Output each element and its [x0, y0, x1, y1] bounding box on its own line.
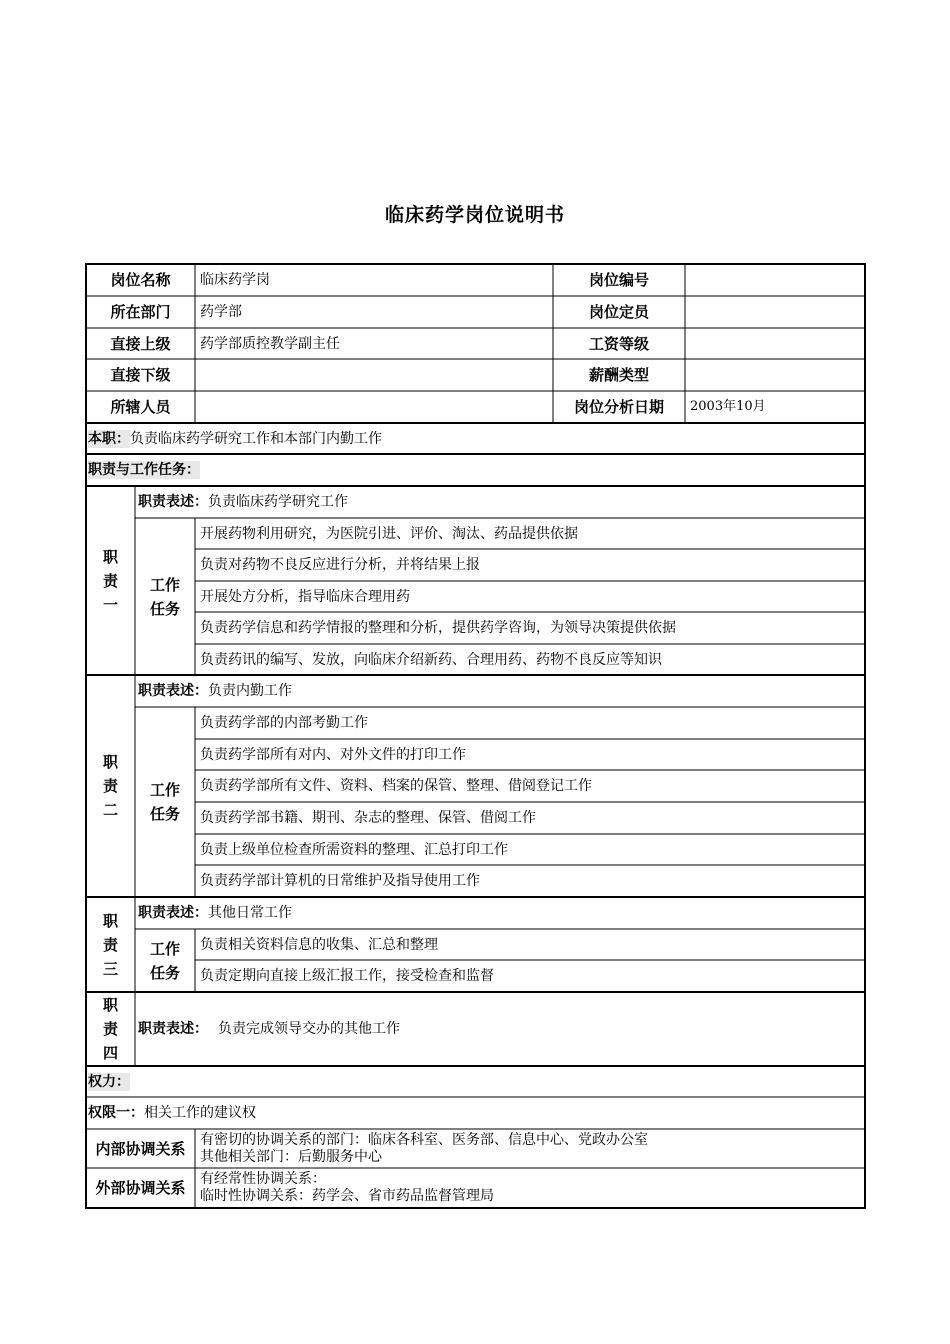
quota-value [685, 296, 865, 328]
superior-value: 药学部质控教学副主任 [200, 335, 340, 352]
external-coordination-label: 外部协调关系 [95, 1179, 186, 1197]
duty-3-label: 职责三 [102, 911, 118, 978]
duty-1-task-2: 负责对药物不良反应进行分析，并将结果上报 [200, 557, 480, 573]
page-title: 临床药学岗位说明书 [384, 204, 565, 226]
duty-1-task-4: 负责药学信息和药学情报的整理和分析，提供药学咨询，为领导决策提供依据 [200, 620, 676, 636]
duty-2-task-1: 负责药学部的内部考勤工作 [200, 715, 368, 731]
duty-3-statement: 职责表述： 其他日常工作 [138, 905, 292, 921]
duty-3-task-label: 工作任务 [149, 939, 180, 982]
authority-limit-row: 权限一： 相关工作的建议权 [88, 1105, 256, 1121]
duty-4-statement: 职责表述： 负责完成领导交办的其他工作 [138, 1021, 400, 1037]
dept-value: 药学部 [200, 304, 242, 320]
duty-summary-text: 负责临床药学研究工作和本部门内勤工作 [130, 430, 382, 447]
external-coordination-line-1: 有经常性协调关系： [200, 1171, 326, 1187]
staff-label: 所辖人员 [110, 398, 171, 416]
duty-2-task-2: 负责药学部所有对内、对外文件的打印工作 [200, 746, 466, 763]
duty-summary-row [86, 423, 865, 454]
external-coordination-value [195, 1168, 865, 1208]
duty-1-label: 职责一 [102, 547, 118, 614]
dept-label: 所在部门 [110, 303, 171, 321]
duty-3-task-1: 负责相关资料信息的收集、汇总和整理 [200, 936, 438, 953]
job-name-label: 岗位名称 [110, 271, 171, 289]
grade-label: 工资等级 [588, 334, 649, 353]
subordinate-value [195, 359, 553, 391]
job-name-value: 临床药学岗 [200, 272, 270, 288]
internal-coordination-line-1: 有密切的协调关系的部门：临床各科室、医务部、信息中心、党政办公室 [200, 1131, 648, 1148]
internal-coordination-value [195, 1129, 865, 1168]
duty-1-task-3: 开展处方分析，指导临床合理用药 [200, 588, 410, 605]
duty-2-task-4: 负责药学部书籍、期刊、杂志的整理、保管、借阅工作 [200, 810, 536, 826]
duty-2-statement: 职责表述： 负责内勤工作 [138, 683, 292, 699]
duty-1-task-1: 开展药物利用研究，为医院引进、评价、淘汰、药品提供依据 [200, 525, 578, 542]
duty-3-task-2: 负责定期向直接上级汇报工作，接受检查和监督 [200, 968, 494, 984]
salary-type-value [685, 359, 865, 391]
duties-heading: 职责与工作任务： [88, 462, 200, 478]
duty-2-task-6: 负责药学部计算机的日常维护及指导使用工作 [200, 873, 480, 889]
subordinate-label: 直接下级 [110, 366, 171, 384]
duty-2-task-5: 负责上级单位检查所需资料的整理、汇总打印工作 [200, 841, 508, 858]
duty-2-task-label: 工作任务 [149, 781, 180, 823]
duty-2-label: 职责二 [102, 753, 118, 819]
duty-1-task-label: 工作任务 [149, 575, 180, 618]
internal-coordination-label: 内部协调关系 [95, 1139, 186, 1158]
analysis-date-label: 岗位分析日期 [573, 398, 664, 416]
quota-label: 岗位定员 [588, 303, 649, 321]
duty-4-label: 职责四 [102, 996, 118, 1062]
job-no-label: 岗位编号 [588, 271, 649, 289]
analysis-date-value: 2003年10月 [690, 399, 766, 414]
duty-1-statement: 职责表述： 负责临床药学研究工作 [138, 494, 348, 510]
grade-value [685, 328, 865, 359]
salary-type-label: 薪酬类型 [588, 366, 649, 384]
external-coordination-line-2: 临时性协调关系：药学会、省市药品监督管理局 [200, 1188, 494, 1204]
staff-value [195, 391, 553, 423]
internal-coordination-line-2: 其他相关部门：后勤服务中心 [200, 1148, 382, 1165]
duty-summary-label: 本职： [88, 430, 130, 447]
superior-label: 直接上级 [110, 334, 171, 353]
authority-heading: 权力： [88, 1073, 130, 1090]
duty-1-task-5: 负责药讯的编写、发放，向临床介绍新药、合理用药、药物不良反应等知识 [200, 651, 662, 668]
job-no-value [685, 264, 865, 296]
duty-2-task-3: 负责药学部所有文件、资料、档案的保管、整理、借阅登记工作 [200, 778, 592, 794]
